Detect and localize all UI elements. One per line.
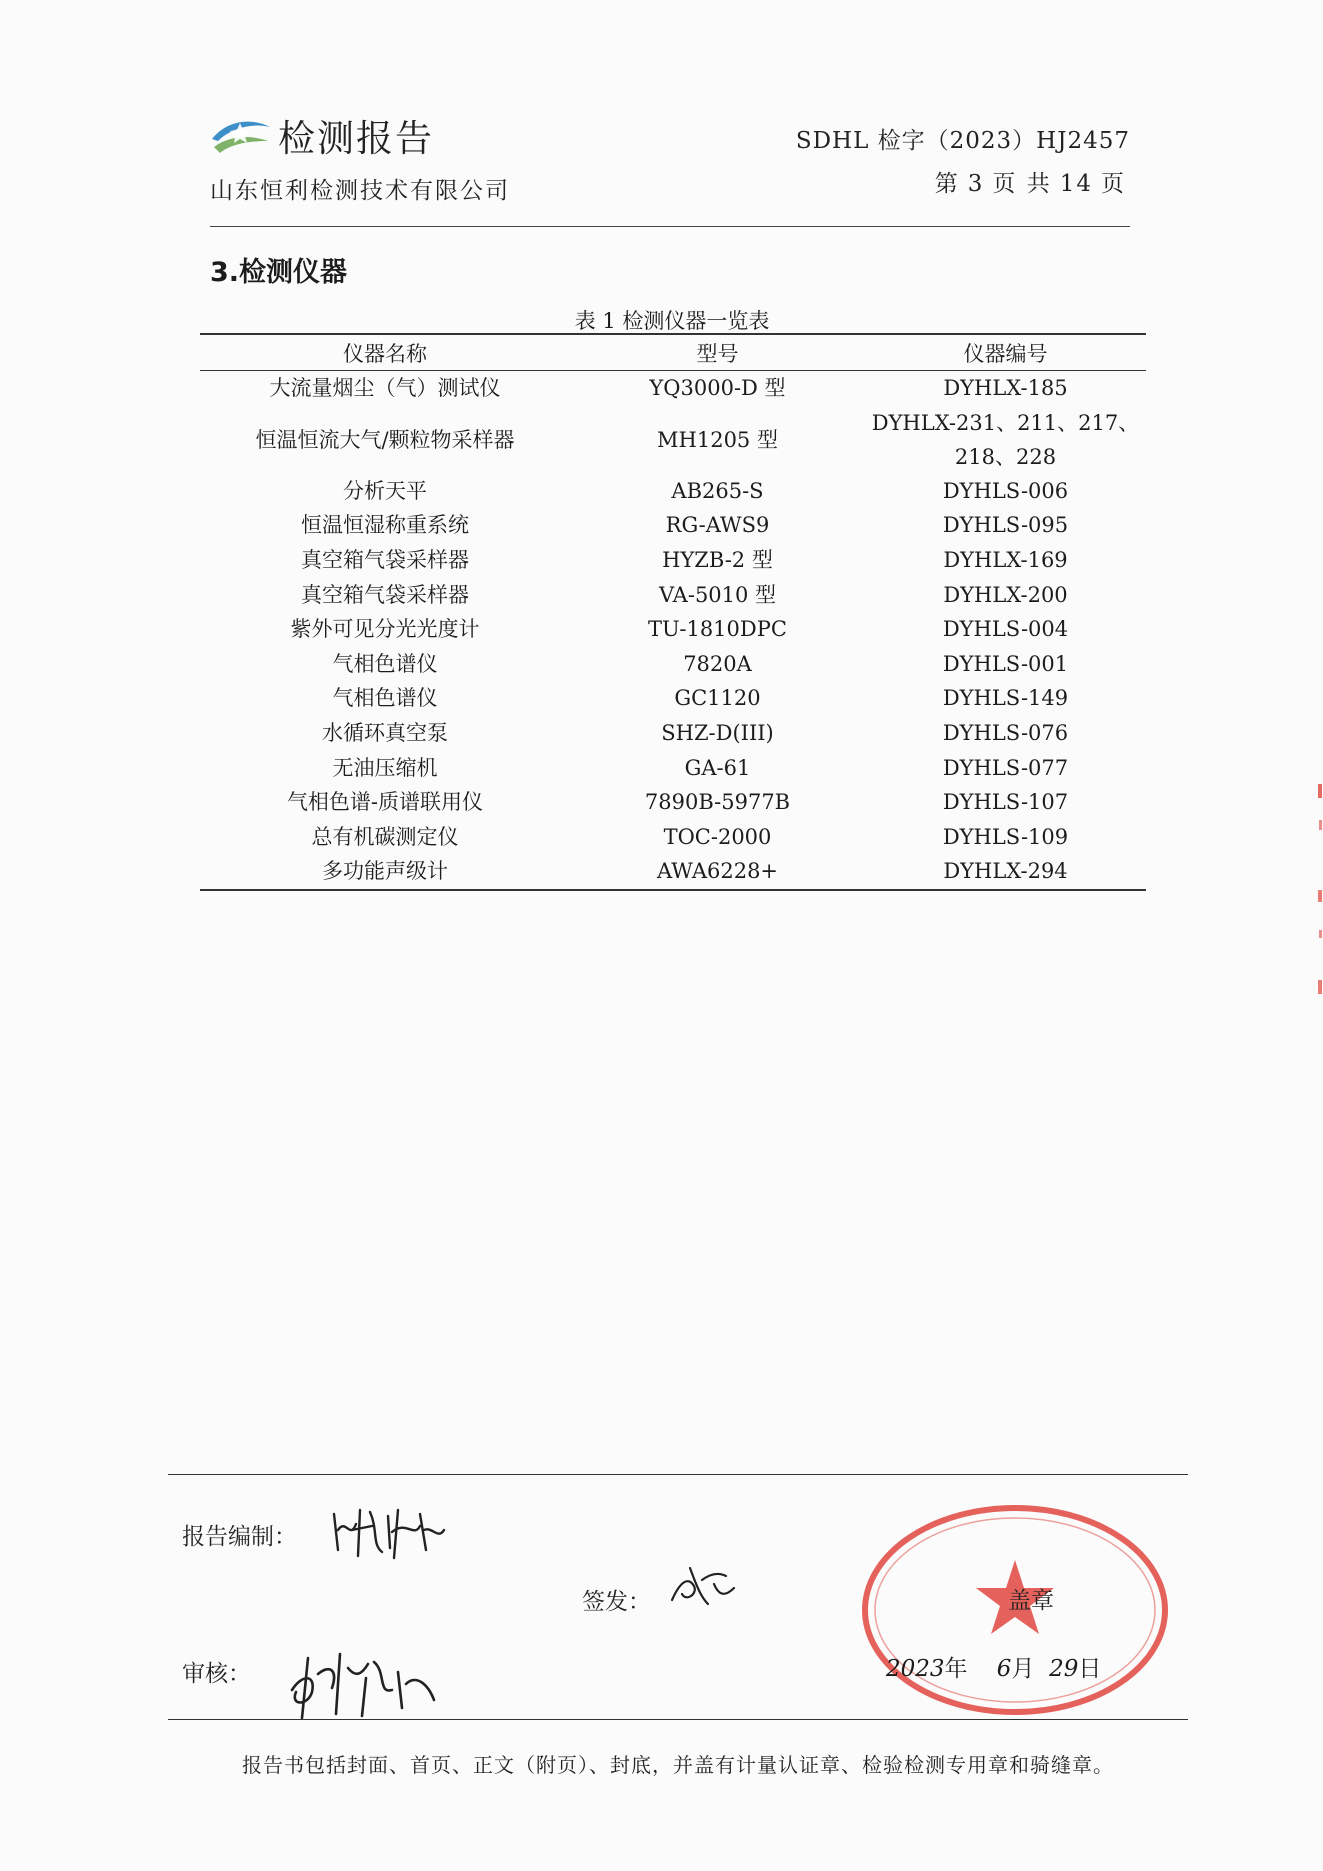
column-header-number: 仪器编号 <box>963 341 1048 366</box>
report-header-right <box>796 122 1130 198</box>
cell-number-line-1: DYHLX-231、211、217、 <box>871 410 1140 435</box>
cell-instrument-number: DYHLX-294 <box>943 859 1068 884</box>
report-header-left <box>210 108 510 205</box>
seal-label: 盖章 <box>1008 1588 1054 1614</box>
instrument-table <box>200 333 1146 891</box>
table-row <box>200 681 1146 716</box>
page-mid: 页 共 <box>992 171 1052 197</box>
table-row <box>200 820 1146 855</box>
cell-model: 7890B-5977B <box>644 790 791 815</box>
reviewer-label: 审核： <box>182 1661 251 1687</box>
issuer-signature <box>668 1560 738 1610</box>
date-month: 6 <box>996 1656 1012 1682</box>
date-month-label: 月 <box>1011 1656 1035 1682</box>
page-prefix: 第 <box>934 171 960 197</box>
table-row <box>200 647 1146 682</box>
page-current: 3 <box>967 171 985 197</box>
cell-model: TOC-2000 <box>663 824 772 849</box>
page-suffix: 页 <box>1101 171 1126 197</box>
cell-instrument-number: DYHLS-109 <box>942 824 1069 849</box>
compiler-label: 报告编制： <box>182 1524 297 1550</box>
cell-instrument-name: 水循环真空泵 <box>322 721 448 746</box>
cell-instrument-name: 紫外可见分光光度计 <box>290 617 480 642</box>
cell-instrument-name: 多功能声级计 <box>322 859 448 884</box>
table-row <box>200 577 1146 612</box>
report-number: SDHL 检字（2023）HJ2457 <box>795 128 1130 154</box>
cell-model: AB265-S <box>671 478 764 503</box>
cell-instrument-name: 真空箱气袋采样器 <box>301 582 469 607</box>
cell-instrument-number: DYHLX-169 <box>943 548 1068 573</box>
table-row <box>200 508 1146 543</box>
cell-number-line-2: 218、228 <box>954 444 1057 469</box>
date-year: 2023 <box>886 1656 945 1682</box>
compiler-signature <box>328 1500 448 1564</box>
table-row <box>200 406 1146 474</box>
cell-model: GC1120 <box>674 686 761 711</box>
table-row <box>200 371 1146 406</box>
cell-instrument-number <box>865 406 1146 474</box>
footer-note: 报告书包括封面、首页、正文（附页）、封底，并盖有计量认证章、检验检测专用章和骑缝章。 <box>242 1753 1114 1777</box>
cell-instrument-name: 恒温恒流大气/颗粒物采样器 <box>255 427 515 452</box>
cell-model: YQ3000-D 型 <box>649 376 786 401</box>
reviewer-signature <box>282 1644 442 1724</box>
table-row <box>200 612 1146 647</box>
riding-seal-edge-mark <box>1316 780 1323 1010</box>
signature-area-top-rule <box>168 1474 1188 1475</box>
cell-instrument-number: DYHLS-001 <box>942 651 1069 676</box>
date-day: 29 <box>1049 1656 1079 1682</box>
instrument-table-wrapper <box>200 333 1146 891</box>
cell-model: RG-AWS9 <box>665 513 770 538</box>
signature-area-bottom-rule <box>168 1719 1188 1720</box>
column-header-name: 仪器名称 <box>343 341 427 366</box>
cell-instrument-number: DYHLS-006 <box>942 478 1069 503</box>
cell-instrument-number: DYHLS-149 <box>942 686 1069 711</box>
cell-model: VA-5010 型 <box>658 582 777 607</box>
cell-instrument-name: 真空箱气袋采样器 <box>301 548 469 573</box>
page-count <box>796 165 1130 198</box>
cell-instrument-name: 气相色谱仪 <box>332 686 438 711</box>
cell-instrument-name: 气相色谱-质谱联用仪 <box>286 790 484 815</box>
cell-instrument-name: 无油压缩机 <box>332 755 438 780</box>
column-header-model: 型号 <box>696 341 739 366</box>
table-row <box>200 750 1146 785</box>
issue-date <box>886 1650 1101 1683</box>
cell-instrument-number: DYHLX-200 <box>943 582 1068 607</box>
cell-instrument-name: 大流量烟尘（气）测试仪 <box>269 376 501 401</box>
page-total: 14 <box>1059 171 1093 197</box>
cell-instrument-number: DYHLX-185 <box>943 376 1068 401</box>
cell-instrument-name: 气相色谱仪 <box>332 651 438 676</box>
cell-model: AWA6228+ <box>656 859 779 884</box>
section-heading: 3.检测仪器 <box>210 257 348 288</box>
cell-model: SHZ-D(III) <box>661 721 774 746</box>
cell-model: HYZB-2 型 <box>662 548 773 573</box>
issuer-label: 签发： <box>582 1589 651 1615</box>
table-row <box>200 716 1146 751</box>
cell-model: GA-61 <box>684 755 751 780</box>
date-year-label: 年 <box>944 1656 968 1682</box>
table-row <box>200 543 1146 578</box>
date-day-label: 日 <box>1078 1656 1102 1682</box>
cell-model: TU-1810DPC <box>648 617 787 642</box>
table-row <box>200 854 1146 890</box>
header-divider <box>210 226 1130 227</box>
table-row <box>200 785 1146 820</box>
company-name: 山东恒利检测技术有限公司 <box>210 178 510 204</box>
cell-instrument-number: DYHLS-004 <box>942 617 1069 642</box>
cell-instrument-name: 恒温恒湿称重系统 <box>301 513 469 538</box>
table-header-row <box>200 334 1146 371</box>
cell-instrument-number: DYHLS-076 <box>942 721 1069 746</box>
cell-instrument-name: 分析天平 <box>343 478 427 503</box>
cell-instrument-number: DYHLS-077 <box>942 755 1069 780</box>
cell-model: MH1205 型 <box>657 427 778 452</box>
cell-model: 7820A <box>683 651 752 676</box>
cell-instrument-number: DYHLS-095 <box>942 513 1069 538</box>
table-caption: 表 1 检测仪器一览表 <box>574 309 770 333</box>
report-title: 检测报告 <box>278 117 434 160</box>
cell-instrument-name: 总有机碳测定仪 <box>311 824 459 849</box>
cell-instrument-number: DYHLS-107 <box>942 790 1069 815</box>
table-row <box>200 474 1146 509</box>
company-logo-icon <box>210 113 272 157</box>
